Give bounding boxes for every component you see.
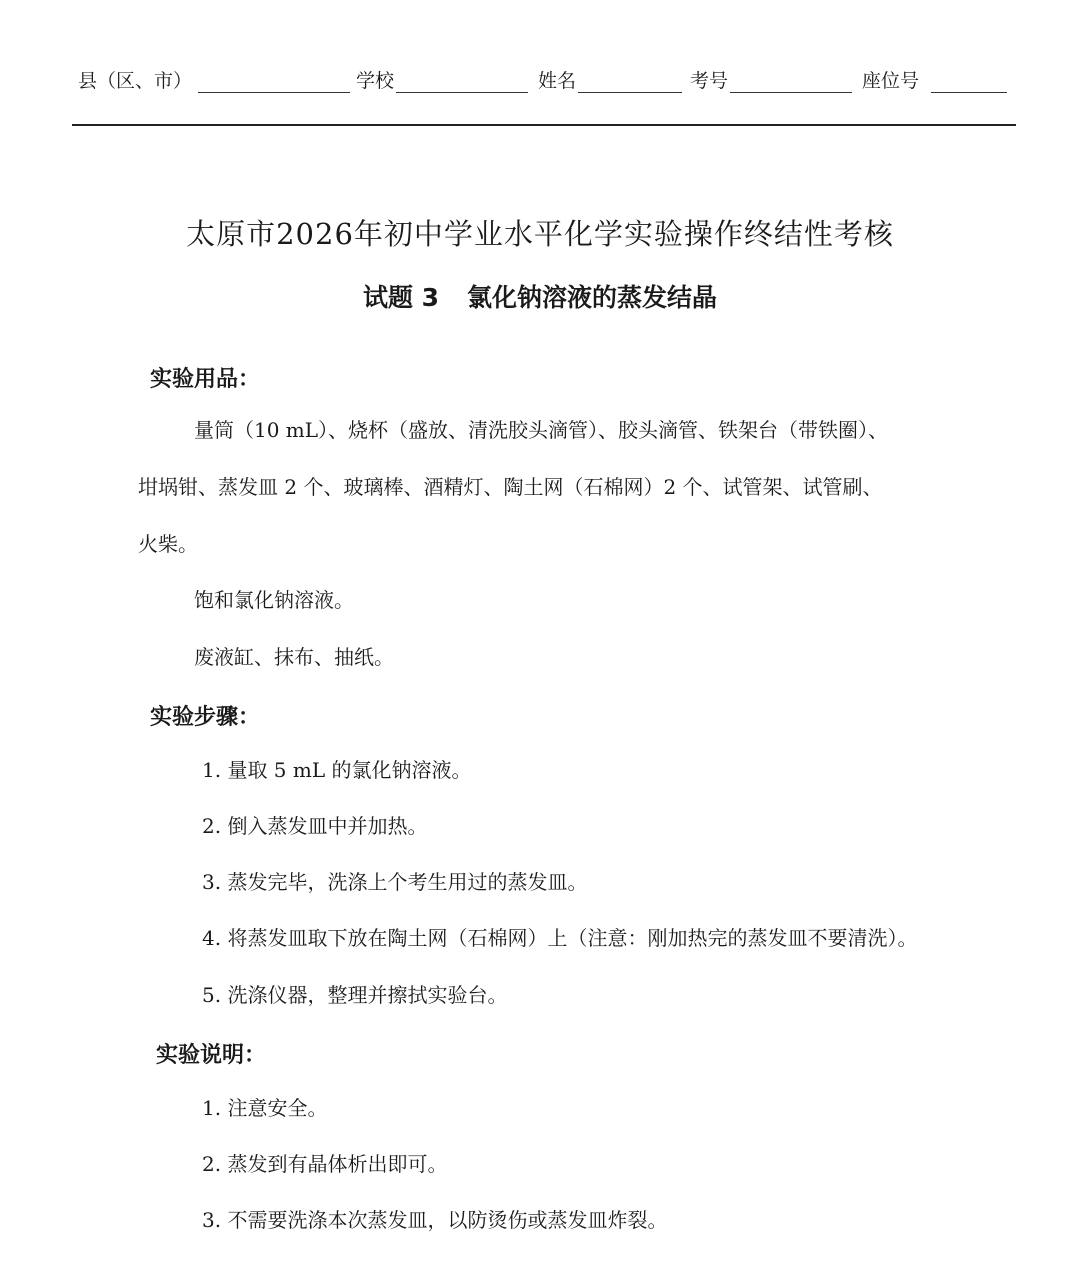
materials-line: 量筒（10 mL）、烧杯（盛放、清洗胶头滴管）、胶头滴管、铁架台（带铁圈）、 — [194, 418, 889, 442]
materials-heading: 实验用品： — [150, 367, 261, 392]
materials-line: 坩埚钳、蒸发皿 2 个、玻璃棒、酒精灯、陶土网（石棉网）2 个、试管架、试管刷、 — [138, 475, 883, 499]
county-blank[interactable] — [198, 70, 350, 93]
name-label: 姓名 — [538, 70, 577, 92]
notes-heading: 实验说明： — [156, 1043, 267, 1068]
name-field — [538, 66, 682, 93]
seat-label: 座位号 — [862, 70, 920, 92]
step-item: 4. 将蒸发皿取下放在陶土网（石棉网）上（注意：刚加热完的蒸发皿不要清洗）。 — [202, 926, 918, 950]
exam-number-blank[interactable] — [730, 70, 852, 93]
seat-field — [862, 66, 1007, 93]
note-item: 2. 蒸发到有晶体析出即可。 — [202, 1152, 448, 1176]
county-label: 县（区、市） — [78, 70, 193, 92]
exam-number-field — [690, 66, 852, 93]
step-item: 3. 蒸发完毕，洗涤上个考生用过的蒸发皿。 — [202, 870, 588, 894]
exam-info-header — [78, 66, 1008, 102]
note-item: 1. 注意安全。 — [202, 1096, 328, 1120]
step-item: 1. 量取 5 mL 的氯化钠溶液。 — [202, 758, 472, 782]
school-blank[interactable] — [396, 70, 528, 93]
note-item: 3. 不需要洗涤本次蒸发皿，以防烫伤或蒸发皿炸裂。 — [202, 1208, 668, 1232]
materials-line: 饱和氯化钠溶液。 — [194, 588, 354, 612]
question-number: 试题 3 — [362, 283, 440, 312]
header-divider — [72, 124, 1016, 126]
name-blank[interactable] — [578, 70, 682, 93]
question-subtitle — [0, 278, 1080, 314]
steps-heading: 实验步骤： — [150, 705, 261, 730]
step-item: 5. 洗涤仪器，整理并擦拭实验台。 — [202, 983, 508, 1007]
page-title: 太原市2026年初中学业水平化学实验操作终结性考核 — [186, 217, 894, 251]
county-field — [78, 66, 350, 93]
exam-number-label: 考号 — [690, 70, 729, 92]
materials-line: 废液缸、抹布、抽纸。 — [194, 645, 394, 669]
step-item: 2. 倒入蒸发皿中并加热。 — [202, 814, 428, 838]
school-label: 学校 — [356, 70, 395, 92]
school-field — [356, 66, 528, 93]
question-topic: 氯化钠溶液的蒸发结晶 — [467, 283, 718, 312]
seat-blank[interactable] — [931, 70, 1007, 93]
materials-line: 火柴。 — [138, 532, 198, 556]
